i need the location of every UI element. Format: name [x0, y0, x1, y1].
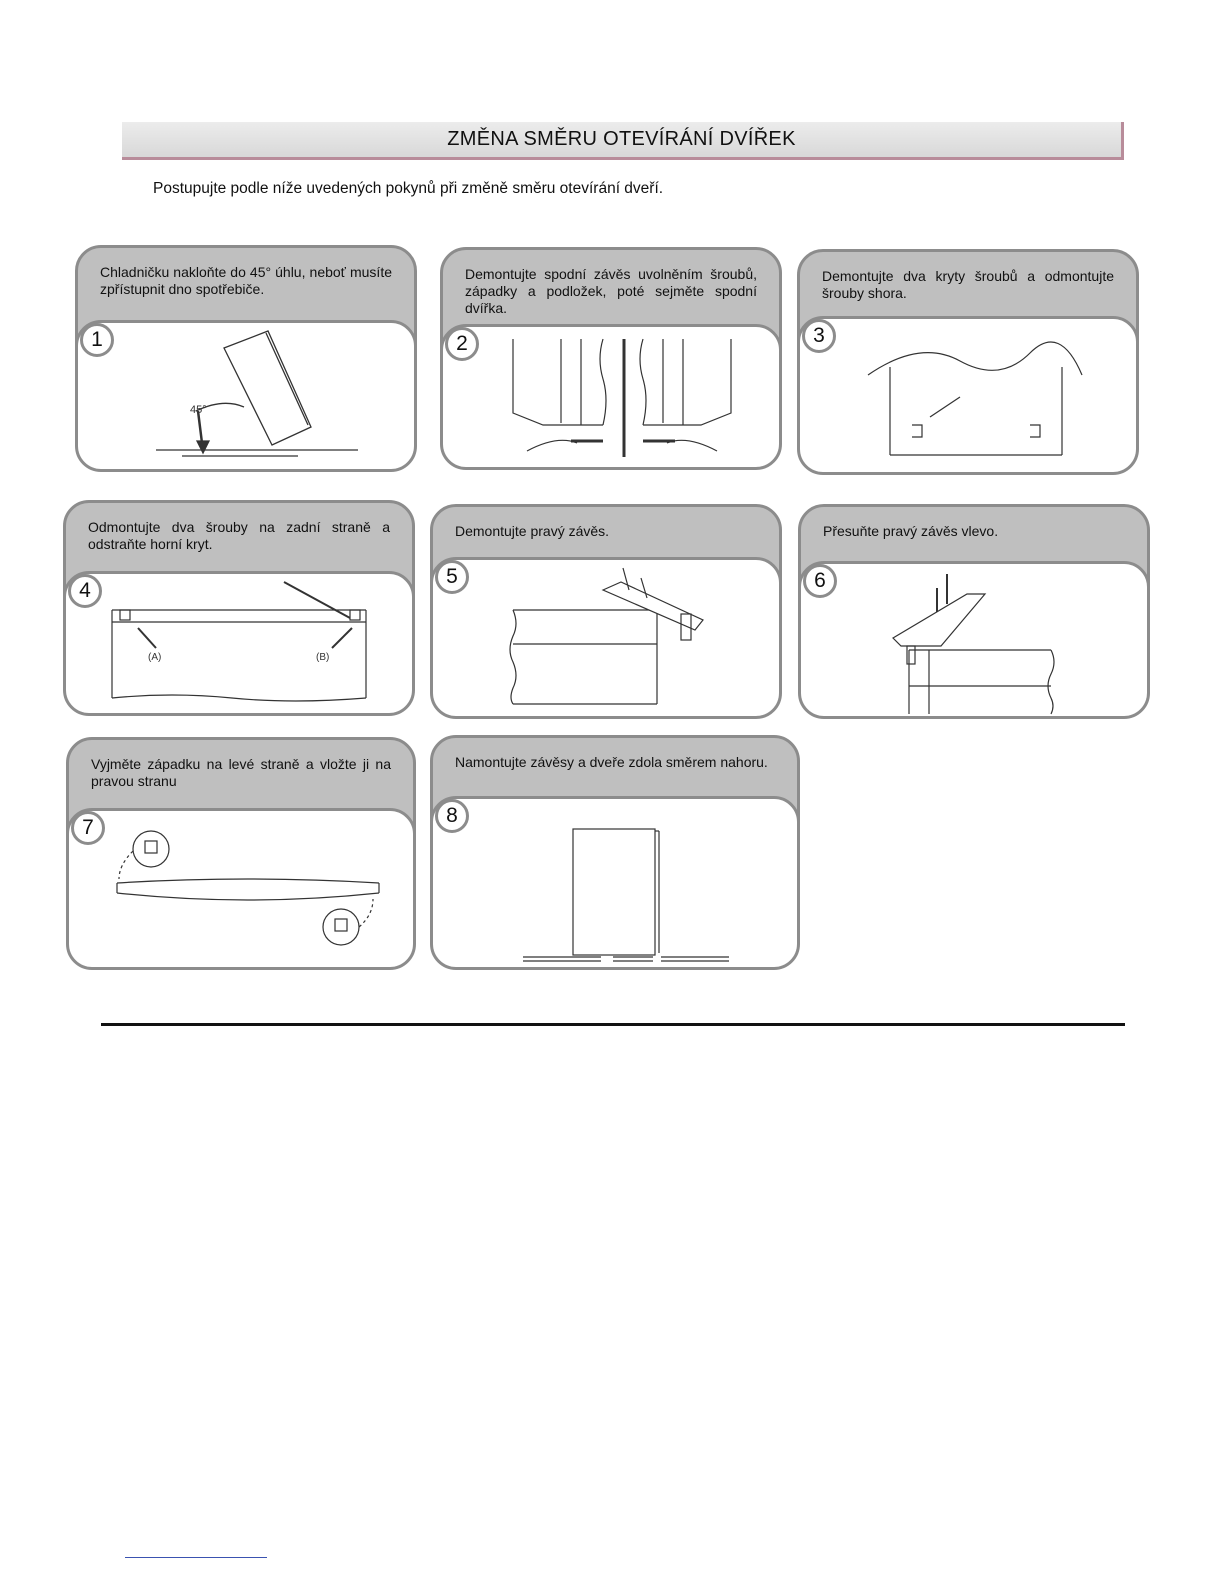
step-2-number: 2 — [445, 327, 479, 361]
step-8-card — [430, 735, 800, 970]
top-cover-screws-illustration — [800, 319, 1139, 475]
step-2-text: Demontujte spodní závěs uvolněním šroubů, západky a podložek, poté sejměte spodní dvířka. — [465, 266, 757, 316]
step-4-text: Odmontujte dva šrouby na zadní straně a odstraňte horní kryt. — [88, 519, 390, 552]
page-title: ZMĚNA SMĚRU OTEVÍRÁNÍ DVÍŘEK — [122, 122, 1124, 160]
step-2-card — [440, 247, 782, 470]
step-5-text: Demontujte pravý závěs. — [455, 523, 610, 539]
step-4-card — [63, 500, 415, 716]
right-hinge-removal-illustration — [433, 560, 782, 719]
step-8-number: 8 — [435, 799, 469, 833]
step-1-text: Chladničku nakloňte do 45° úhlu, neboť musíte zpřístupnit dno spotřebiče. — [100, 264, 392, 297]
step-8-text: Namontujte závěsy a dveře zdola směrem nahoru. — [455, 754, 768, 770]
label-a: (A) — [148, 652, 162, 663]
step-1-illustration — [75, 320, 417, 472]
step-8-illustration — [430, 796, 800, 970]
step-6-number: 6 — [803, 564, 837, 598]
step-3-card — [797, 249, 1139, 475]
step-1-number: 1 — [80, 323, 114, 357]
step-6-card — [798, 504, 1150, 719]
step-6-text: Přesuňte pravý závěs vlevo. — [823, 523, 999, 539]
section-divider — [101, 1023, 1125, 1026]
step-1-card — [75, 245, 417, 472]
step-5-card — [430, 504, 782, 719]
step-7-number: 7 — [71, 811, 105, 845]
step-7-text: Vyjměte západku na levé straně a vložte ji na pravou stranu — [91, 756, 391, 789]
footnote-separator — [125, 1557, 267, 1558]
label-b: (B) — [316, 652, 330, 663]
intro-text: Postupujte podle níže uvedených pokynů při změně směru otevírání dveří. — [153, 180, 664, 197]
step-5-number: 5 — [435, 560, 469, 594]
step-6-illustration — [798, 561, 1150, 719]
step-2-illustration — [440, 324, 782, 470]
latch-swap-illustration — [69, 811, 416, 970]
bottom-hinge-illustration — [443, 327, 782, 470]
back-screws-illustration — [66, 574, 415, 716]
hinge-move-left-illustration — [801, 564, 1150, 719]
angle-label: 45° — [190, 404, 207, 416]
step-3-illustration — [797, 316, 1139, 475]
step-7-card — [66, 737, 416, 970]
step-7-illustration — [66, 808, 416, 970]
step-5-illustration — [430, 557, 782, 719]
step-3-text: Demontujte dva kryty šroubů a odmontujte šrouby shora. — [822, 268, 1114, 301]
step-3-number: 3 — [802, 319, 836, 353]
assembled-fridge-illustration — [433, 799, 800, 970]
step-4-number: 4 — [68, 574, 102, 608]
step-4-illustration — [63, 571, 415, 716]
tilted-fridge-illustration — [78, 323, 417, 472]
